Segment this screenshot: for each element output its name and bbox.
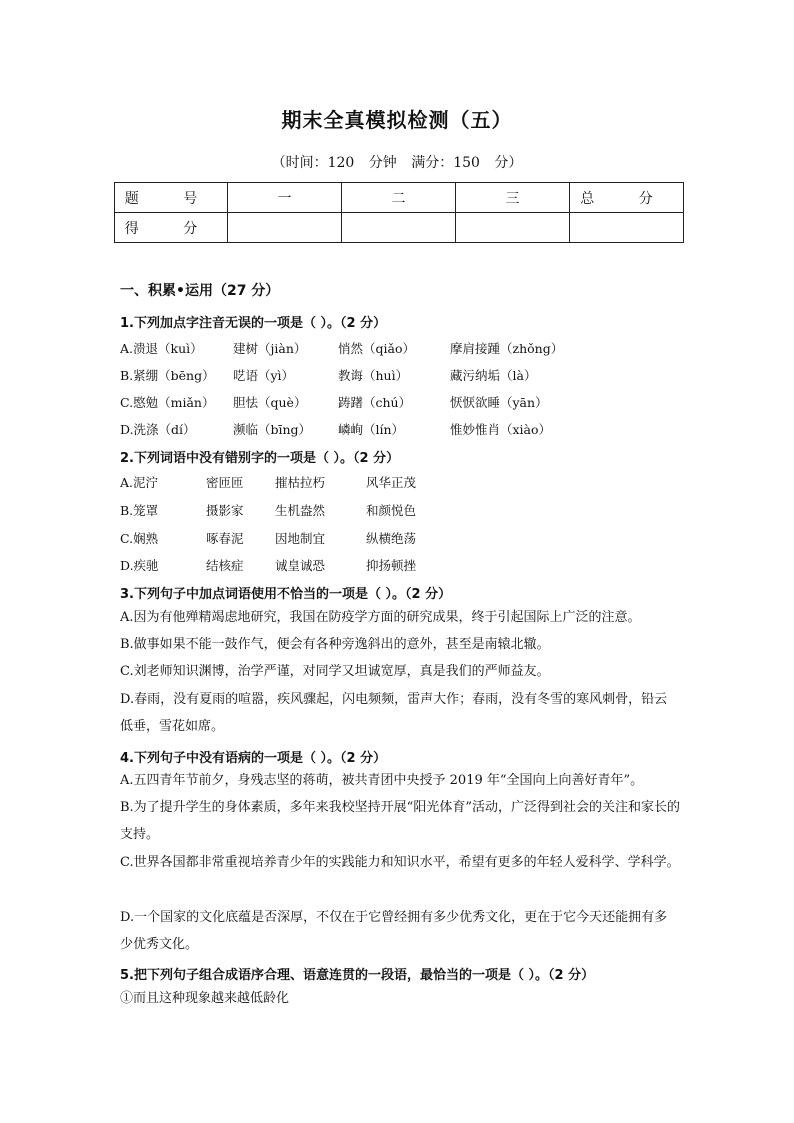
option-item: A.泥泞 (120, 475, 159, 490)
q5-sentence-1: ①而且这种现象越来越低龄化 (120, 991, 290, 1006)
question-3-stem: 3.下列句子中加点词语使用不恰当的一项是（ ）。（2 分） (120, 587, 452, 602)
q3-option-b: B.做事如果不能一鼓作气，便会有各种旁逸斜出的意外，甚至是南辕北辙。 (120, 637, 550, 652)
cell-part-3: 三 (456, 183, 570, 213)
option-item: 惟妙惟肖（xiào） (450, 422, 552, 437)
cell-total-label: 总 分 (570, 183, 684, 213)
cell-score-part-3 (456, 213, 570, 243)
option-item: 胆怯（què） (233, 395, 307, 410)
option-item: A.溃退（kuì） (120, 341, 203, 356)
cell-score-label: 得 分 (115, 213, 228, 243)
option-item: 啄春泥 (206, 531, 244, 546)
option-item: 生机盎然 (275, 503, 326, 518)
score-table (114, 182, 684, 243)
q4-option-b: B.为了提升学生的身体素质，多年来我校坚持开展“阳光体育”活动，广泛得到社会的关注和家长的支持。 (120, 800, 680, 842)
option-item: C.娴熟 (120, 531, 159, 546)
option-item: 濒临（bīng） (233, 422, 312, 437)
q4-option-a: A.五四青年节前夕，身残志坚的蒋萌，被共青团中央授予 2019 年“全国向上向善好青年”。 (120, 773, 644, 788)
q3-option-c: C.刘老师知识渊博，治学严谨，对同学又坦诚宽厚，真是我们的严师益友。 (120, 664, 550, 679)
question-4-stem: 4.下列句子中没有语病的一项是（ ）。（2 分） (120, 751, 387, 766)
option-item: 密匝匝 (206, 475, 244, 490)
option-item: 抑扬顿挫 (366, 558, 417, 573)
option-item: D.疾驰 (120, 558, 159, 573)
question-1-stem: 1.下列加点字注音无误的一项是（ ）。（2 分） (120, 316, 387, 331)
section-heading: 一、积累•运用（27 分） (120, 283, 280, 299)
option-item: 悄然（qiǎo） (338, 341, 415, 356)
option-item: 摩肩接踵（zhǒng） (450, 341, 564, 356)
q3-option-d: D.春雨，没有夏雨的喧嚣，疾风骤起，闪电频频，雷声大作；春雨，没有冬雪的寒风刺骨，铅云低垂，雪花如席。 (120, 692, 668, 734)
option-item: C.愍勉（miǎn） (120, 395, 215, 410)
score-table-header-row (115, 183, 684, 213)
question-2-stem: 2.下列词语中没有错别字的一项是（ ）。（2 分） (120, 451, 400, 466)
option-item: 结核症 (206, 558, 244, 573)
option-item: 恹恹欲睡（yān） (450, 395, 548, 410)
cell-question-number-label: 题 号 (115, 183, 228, 213)
option-item: 建树（jiàn） (233, 341, 307, 356)
option-item: 纵横绝荡 (366, 531, 417, 546)
option-item: 摧枯拉朽 (275, 475, 326, 490)
cell-score-part-1 (228, 213, 342, 243)
option-item: 因地制宜 (275, 531, 326, 546)
cell-part-1: 一 (228, 183, 342, 213)
option-item: D.洗涤（dí） (120, 422, 196, 437)
option-item: 呓语（yì） (233, 368, 295, 383)
cell-score-total (570, 213, 684, 243)
option-item: 藏污纳垢（là） (450, 368, 537, 383)
cell-score-part-2 (342, 213, 456, 243)
question-5-stem: 5.把下列句子组合成语序合理、语意连贯的一段语，最恰当的一项是（ ）。（2 分） (120, 968, 595, 983)
page-title: 期末全真模拟检测（五） (281, 108, 513, 132)
option-item: B.笼罩 (120, 503, 159, 518)
option-item: B.紧绷（bēng） (120, 368, 215, 383)
cell-part-2: 二 (342, 183, 456, 213)
option-item: 和颜悦色 (366, 503, 417, 518)
option-item: 嶙峋（lín） (338, 422, 405, 437)
option-item: 诚皇诚恐 (275, 558, 326, 573)
option-item: 摄影家 (206, 503, 244, 518)
q4-option-c: C.世界各国都非常重视培养青少年的实践能力和知识水平，希望有更多的年轻人爱科学、学科学。 (120, 855, 680, 870)
option-item: 踌躇（chú） (338, 395, 412, 410)
option-item: 风华正茂 (366, 475, 417, 490)
q3-option-a: A.因为有他殚精竭虑地研究，我国在防疫学方面的研究成果，终于引起国际上广泛的注意。 (120, 610, 641, 625)
exam-info: （时间：120 分钟 满分：150 分） (271, 155, 523, 171)
q4-option-d: D.一个国家的文化底蕴是否深厚，不仅在于它曾经拥有多少优秀文化，更在于它今天还能拥有多少优秀文化。 (120, 910, 668, 952)
option-item: 教诲（huì） (338, 368, 409, 383)
score-table-score-row (115, 213, 684, 243)
